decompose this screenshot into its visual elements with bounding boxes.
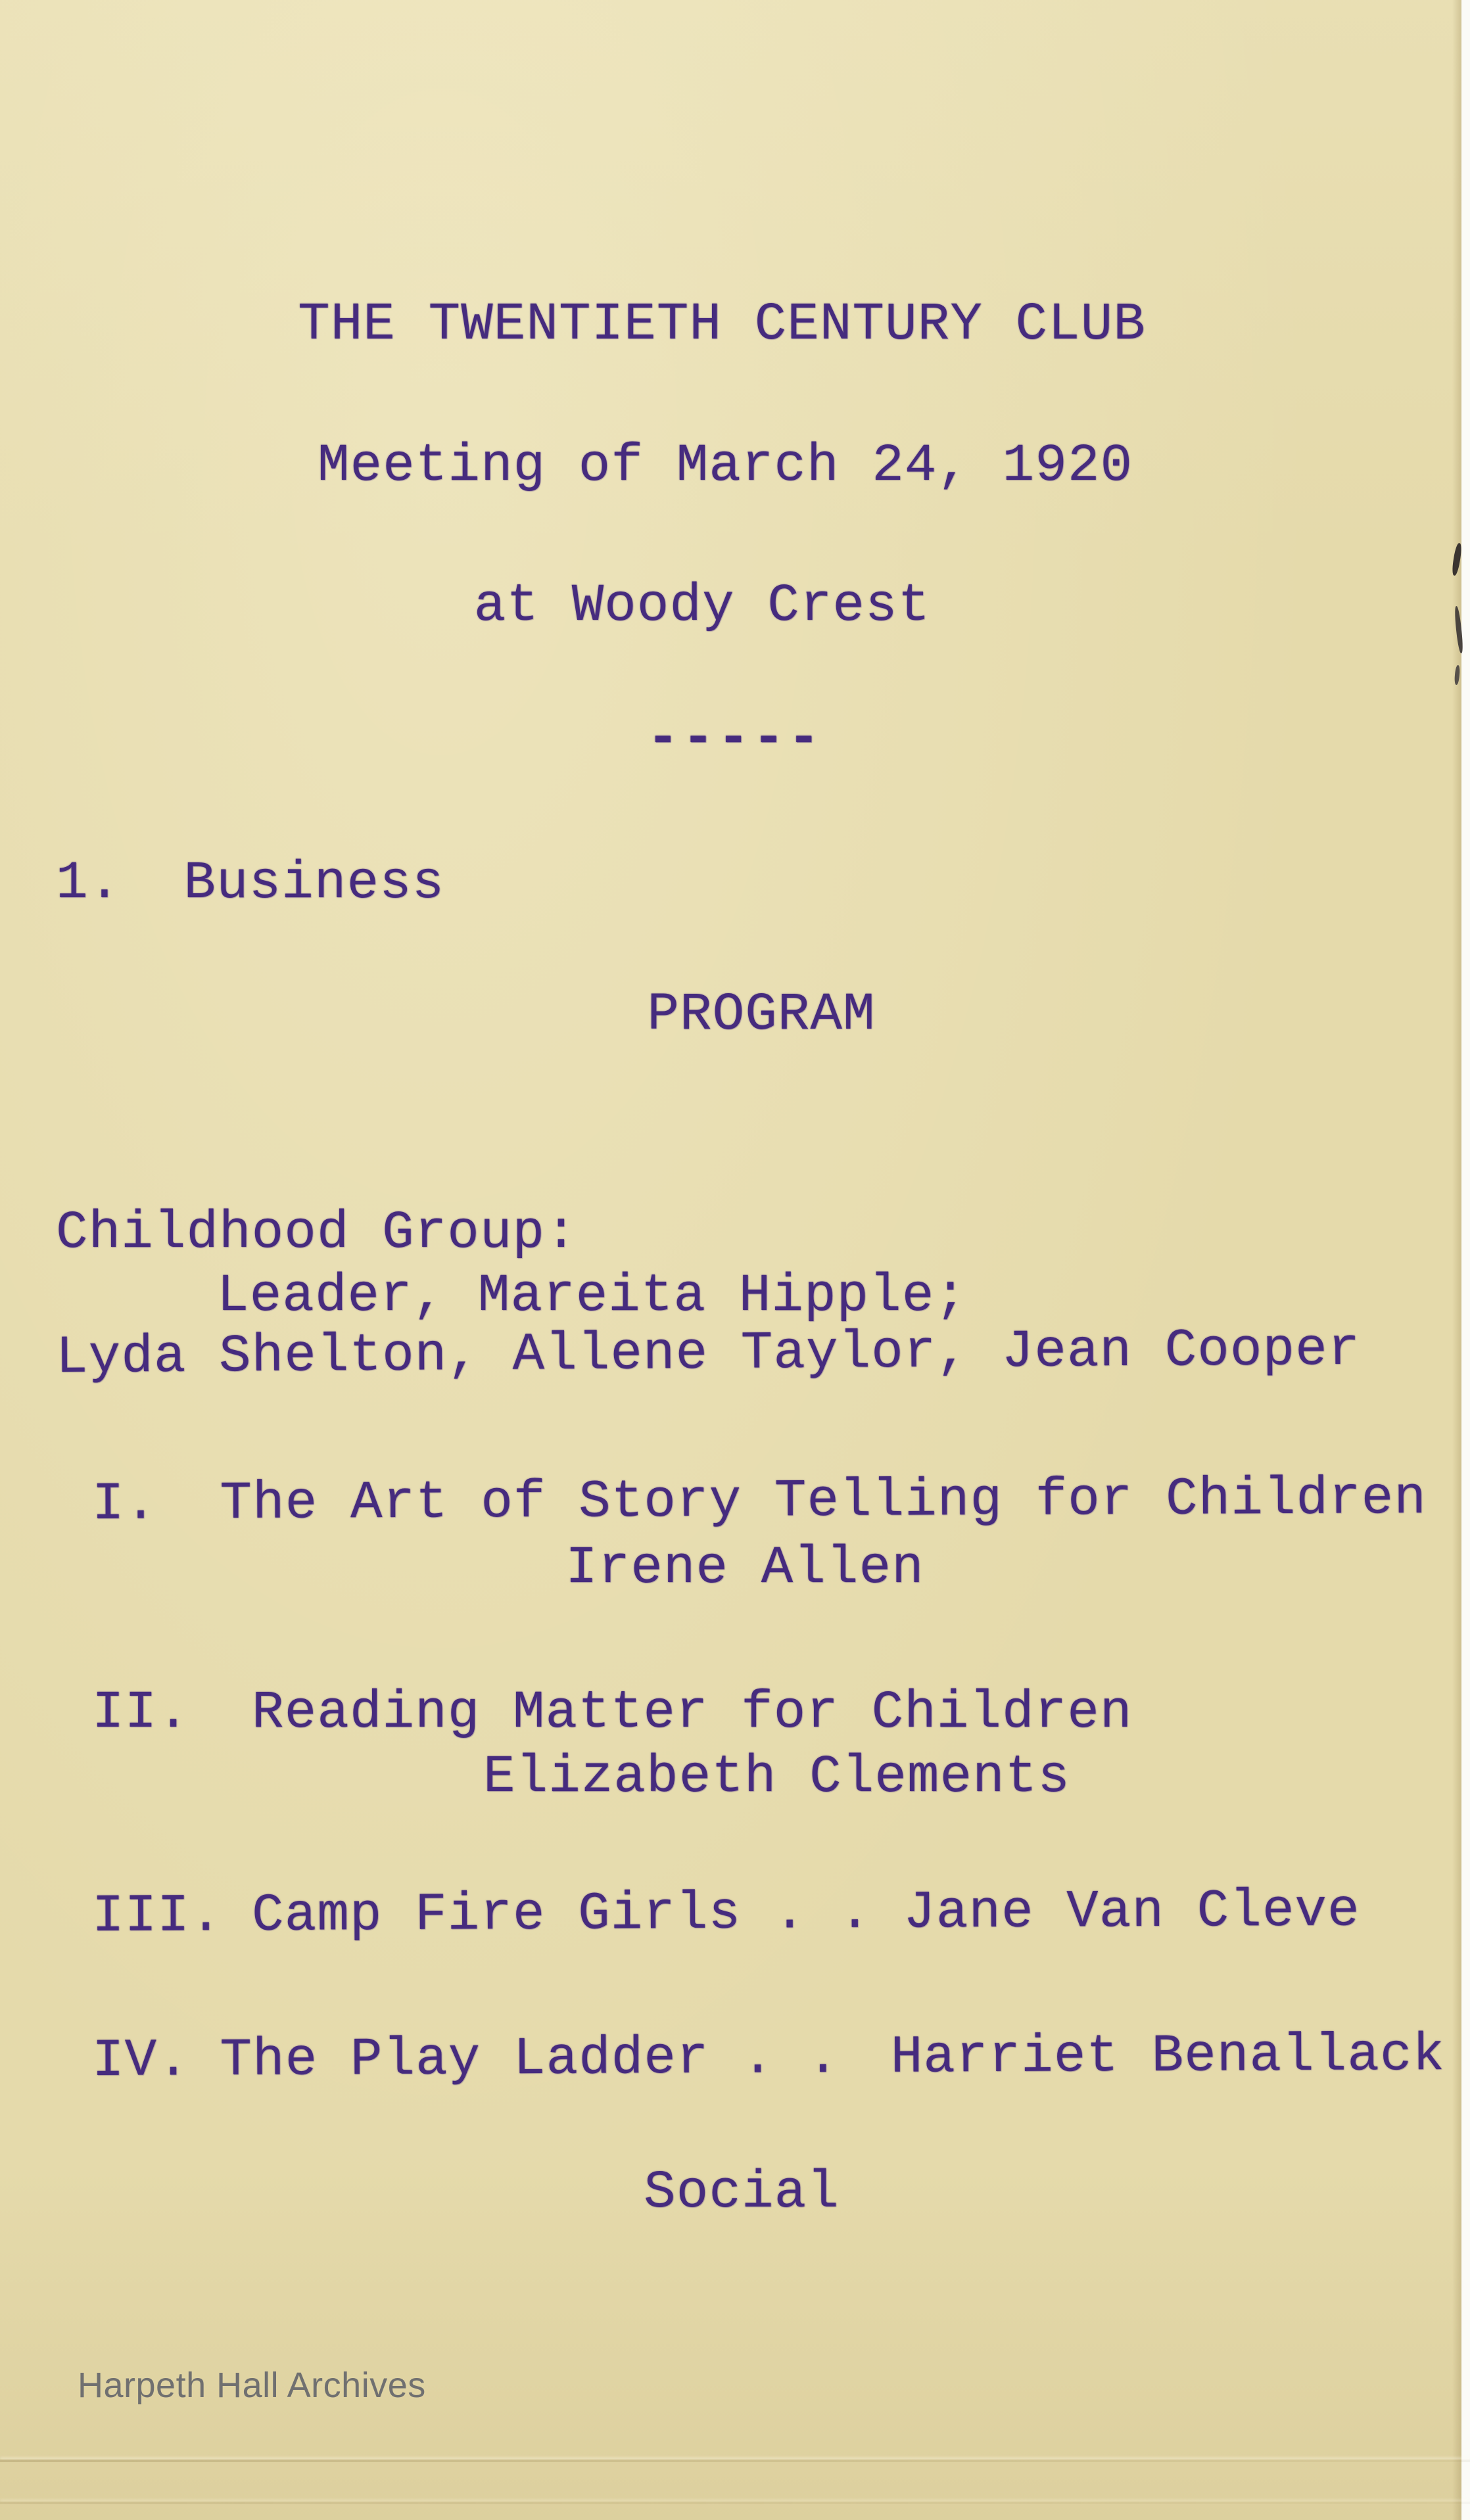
paper-crease [0,2502,1470,2504]
childhood-group-members: Lyda Shelton, Allene Taylor, Jean Cooper [55,1320,1361,1388]
program-item-1-numeral: I. [91,1474,158,1535]
program-item-3-presenter: Jane Van Cleve [903,1881,1360,1944]
program-item-4-title: The Play Ladder . . [220,2028,840,2091]
program-item-1-title: The Art of Story Telling for Children [220,1469,1427,1535]
business-number: 1. [56,854,122,914]
program-item-2-presenter [483,1748,1070,1807]
paper-crease [0,2460,1470,2462]
program-item-1 [92,1470,1427,1534]
program-item-3 [92,1882,1360,1947]
program-heading: PROGRAM [647,985,876,1045]
divider-dashes: ----- [646,709,824,769]
program-item-4 [92,2026,1445,2091]
meeting-date-line: Meeting of March 24, 1920 [317,436,1133,496]
program-item-4-numeral: IV. [91,2031,191,2091]
social-label: Social [644,2163,840,2223]
program-item-4-presenter: Harriet Benallack [890,2026,1446,2088]
club-title: THE TWENTIETH CENTURY CLUB [298,295,1146,355]
scan-edge [1461,0,1470,2520]
program-item-3-title: Camp Fire Girls . . [251,1883,872,1946]
business-line [56,854,444,913]
program-item-2 [92,1684,1132,1742]
program-item-2-numeral: II. [92,1683,190,1743]
childhood-group-leader: Leader, Mareita Hipple; [217,1267,967,1326]
business-label: Business [183,854,445,914]
paper-edge-shadow [1452,0,1461,2520]
childhood-group-heading: Childhood Group: [56,1203,578,1263]
archive-watermark: Harpeth Hall Archives [78,2366,426,2405]
presenter-name: Elizabeth Clements [483,1748,1070,1808]
program-item-2-title: Reading Matter for Children [252,1683,1133,1743]
program-item-1-presenter [565,1539,924,1598]
program-item-3-numeral: III. [91,1886,223,1947]
location-line: at Woody Crest [473,576,931,636]
presenter-name: Irene Allen [565,1539,924,1598]
